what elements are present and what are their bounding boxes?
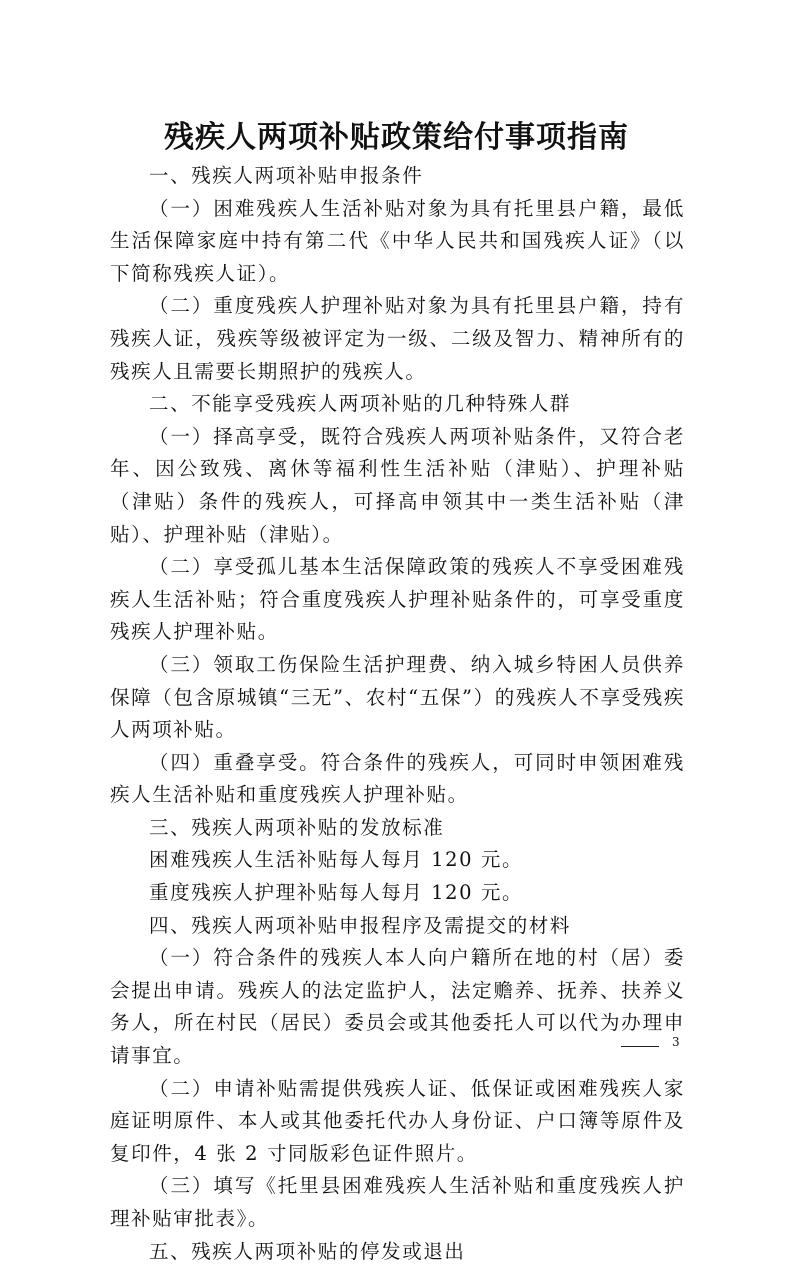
section-heading: 一、残疾人两项补贴申报条件 (149, 164, 424, 187)
paragraph: （二）重度残疾人护理补贴对象为具有托里县户籍，持有残疾人证，残疾等级被评定为一级、二级及智力、精神所有的残疾人且需要长期照护的残疾人。 (110, 294, 685, 383)
page-title: 残疾人两项补贴政策给付事项指南 (164, 120, 629, 155)
page-number: 3 (672, 1035, 680, 1049)
section-heading: 三、残疾人两项补贴的发放标准 (149, 815, 445, 839)
paragraph: （一）符合条件的残疾人本人向户籍所在地的村（居）委会提出申请。残疾人的法定监护人，法定赡养、抚养、扶养义务人，所在村民（居民）委员会或其他委托人可以代为办理申请事宜。 (110, 946, 685, 1068)
section-heading: 二、不能享受残疾人两项补贴的几种特殊人群 (149, 392, 572, 416)
paragraph: （二）享受孤儿基本生活保障政策的残疾人不享受困难残疾人生活补贴；符合重度残疾人护理补贴条件的，可享受重度残疾人护理补贴。 (110, 555, 685, 644)
paragraph: 重度残疾人护理补贴每人每月 120 元。 (149, 881, 524, 905)
paragraph: （一）择高享受，既符合残疾人两项补贴条件，又符合老年、因公致残、离休等福利性生活补贴（津贴）、护理补贴（津贴）条件的残疾人，可择高申领其中一类生活补贴（津贴）、护理补贴（津贴）。 (110, 424, 685, 546)
paragraph: 困难残疾人生活补贴每人每月 120 元。 (149, 848, 524, 872)
section-heading: 四、残疾人两项补贴申报程序及需提交的材料 (149, 913, 572, 937)
paragraph: （二）申请补贴需提供残疾人证、低保证或困难残疾人家庭证明原件、本人或其他委托代办人身份证、户口簿等原件及复印件，4 张 2 寸同版彩色证件照片。 (110, 1076, 685, 1165)
document-body (110, 160, 685, 1268)
paragraph: （三）领取工伤保险生活护理费、纳入城乡特困人员供养保障（包含原城镇“三无”、农村“五保”）的残疾人不享受残疾人两项补贴。 (110, 652, 685, 742)
paragraph: （四）重叠享受。符合条件的残疾人，可同时申领困难残疾人生活补贴和重度残疾人护理补贴。 (110, 750, 685, 807)
paragraph: （三）填写《托里县困难残疾人生活补贴和重度残疾人护理补贴审批表》。 (110, 1174, 685, 1230)
paragraph: （一）困难残疾人生活补贴对象为具有托里县户籍，最低生活保障家庭中持有第二代《中华人民共和国残疾人证》（以下简称残疾人证）。 (110, 196, 685, 285)
footer-dash (621, 1046, 659, 1047)
section-heading: 五、残疾人两项补贴的停发或退出 (149, 1239, 466, 1263)
